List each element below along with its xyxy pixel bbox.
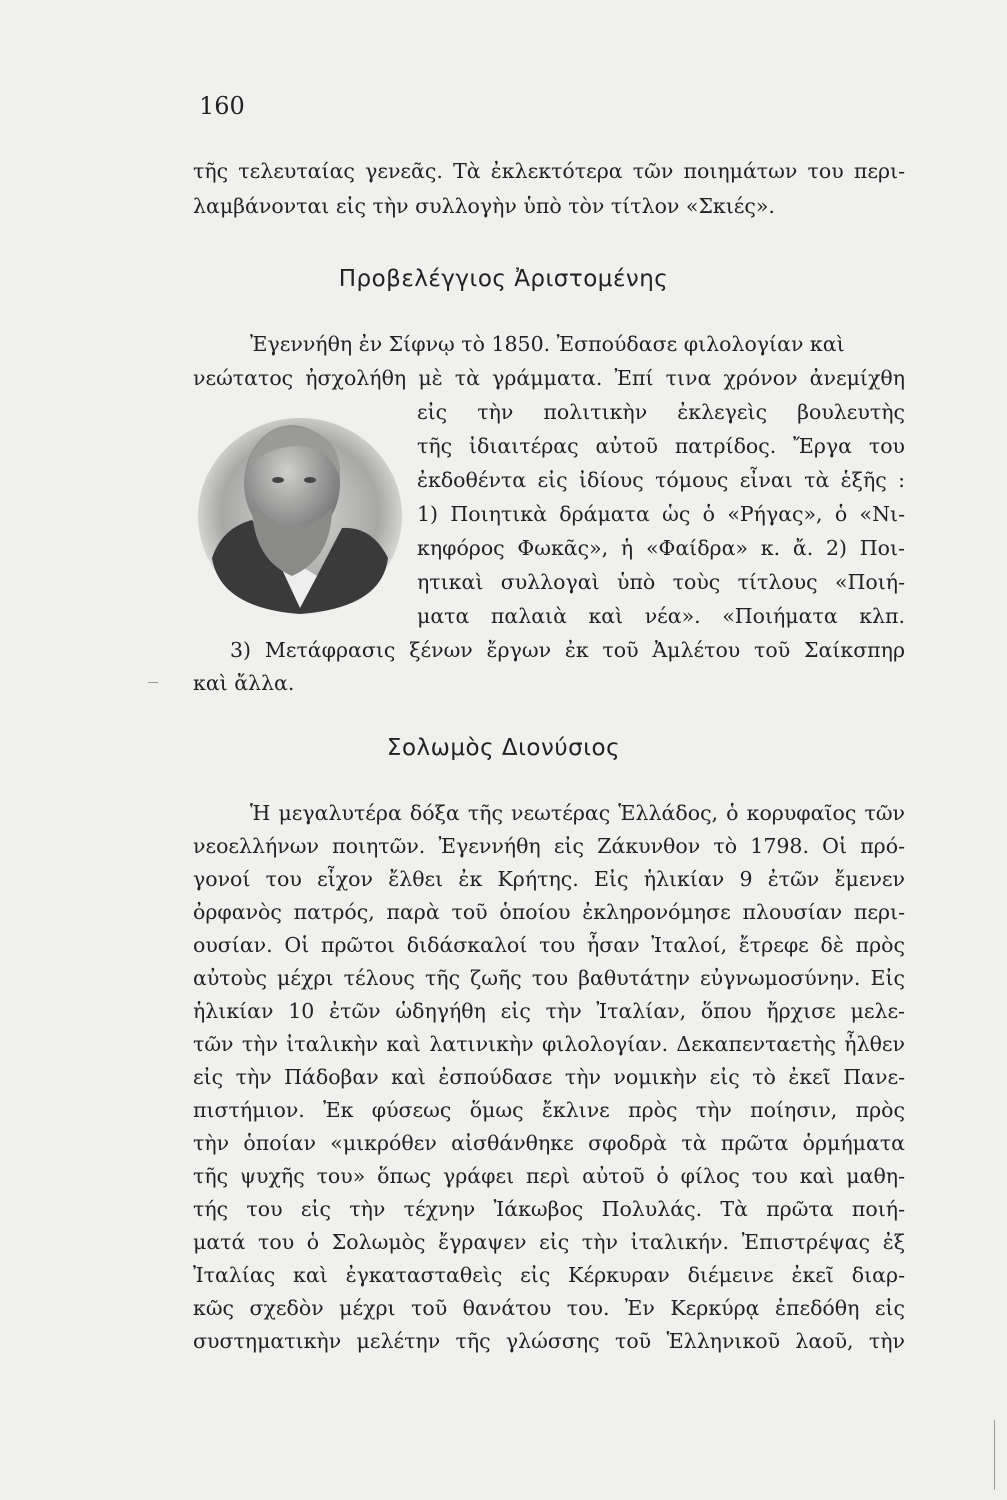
text-line: ματα παλαιὰ καὶ νέα». «Ποιήματα κλπ. xyxy=(417,604,905,628)
text-line: τής του εἰς τὴν τέχνην Ἰάκωβος Πολυλάς. Τὰ πρῶτα ποιή- xyxy=(193,1197,905,1221)
text-line: ἐκδοθέντα εἰς ἰδίους τόμους εἶναι τὰ ἑξῆς : xyxy=(417,468,905,492)
section-heading-solomos: Σολωμὸς Διονύσιος xyxy=(386,735,621,761)
text-line: ουσίαν. Οἱ πρῶτοι διδάσκαλοί του ἦσαν Ἰταλοί, ἔτρεφε δὲ πρὸς xyxy=(193,933,905,957)
text-line: ματά του ὁ Σολωμὸς ἔγραψεν εἰς τὴν ἰταλικήν. Ἐπιστρέψας ἐξ xyxy=(193,1230,905,1254)
text-line: τῆς ψυχῆς του» ὅπως γράφει περὶ αὐτοῦ ὁ φίλος του καὶ μαθη- xyxy=(193,1164,905,1188)
text-line: εἰς τὴν πολιτικὴν ἐκλεγεὶς βουλευτὴς xyxy=(417,400,905,424)
text-line: νεοελλήνων ποιητῶν. Ἐγεννήθη εἰς Ζάκυνθον τὸ 1798. Οἱ πρό- xyxy=(193,834,905,858)
text-line: εἰς τὴν Πάδοβαν καὶ ἐσπούδασε τὴν νομικὴν εἰς τὸ ἐκεῖ Πανε- xyxy=(193,1065,905,1089)
text-line: κηφόρος Φωκᾶς», ἡ «Φαίδρα» κ. ἄ. 2) Ποι- xyxy=(417,536,905,560)
text-line: τῆς ἰδιαιτέρας αὐτοῦ πατρίδος. Ἔργα του xyxy=(417,434,905,458)
text-line: τῆς τελευταίας γενεᾶς. Τὰ ἐκλεκτότερα τῶν ποιημάτων του περι- xyxy=(193,159,905,183)
text-line: κῶς σχεδὸν μέχρι τοῦ θανάτου του. Ἐν Κερκύρᾳ ἐπεδόθη εἰς xyxy=(193,1296,905,1320)
text-line: πιστήμιον. Ἐκ φύσεως ὅμως ἔκλινε πρὸς τὴν ποίησιν, πρὸς xyxy=(193,1098,905,1122)
page-number: 160 xyxy=(199,92,245,120)
text-line: Ἰταλίας καὶ ἐγκατασταθεὶς εἰς Κέρκυραν διέμεινε ἐκεῖ διαρ- xyxy=(193,1263,905,1287)
text-line: Ἡ μεγαλυτέρα δόξα τῆς νεωτέρας Ἑλλάδος, ὁ κορυφαῖος τῶν xyxy=(250,801,905,825)
text-line: 1) Ποιητικὰ δράματα ὡς ὁ «Ρήγας», ὁ «Νι- xyxy=(417,502,905,526)
text-line: ὀρφανὸς πατρός, παρὰ τοῦ ὁποίου ἐκληρονόμησε πλουσίαν περι- xyxy=(193,900,905,924)
text-line: 3) Μετάφρασις ξένων ἔργων ἐκ τοῦ Ἀμλέτου τοῦ Σαίκσπηρ xyxy=(230,638,905,662)
text-line: τὴν ὁποίαν «μικρόθεν αἰσθάνθηκε σφοδρὰ τὰ πρῶτα ὁρμήματα xyxy=(193,1131,905,1155)
text-line: ητικαὶ συλλογαὶ ὑπὸ τοὺς τίτλους «Ποιή- xyxy=(417,570,905,594)
text-line: νεώτατος ἠσχολήθη μὲ τὰ γράμματα. Ἐπί τινα χρόνον ἀνεμίχθη xyxy=(193,366,905,390)
portrait-image xyxy=(192,408,406,620)
text-line: συστηματικὴν μελέτην τῆς γλώσσης τοῦ Ἑλληνικοῦ λαοῦ, τὴν xyxy=(193,1329,905,1353)
text-line: αὐτοὺς μέχρι τέλους τῆς ζωῆς του βαθυτάτην εὐγνωμοσύνην. Εἰς xyxy=(193,966,905,990)
text-line: γονοί του εἶχον ἔλθει ἐκ Κρήτης. Εἰς ἡλικίαν 9 ἐτῶν ἔμενεν xyxy=(193,867,905,891)
text-line: τῶν τὴν ἰταλικὴν καὶ λατινικὴν φιλολογίαν. Δεκαπενταετὴς ἦλθεν xyxy=(193,1032,905,1056)
section-heading-provelengios: Προβελέγγιος Ἀριστομένης xyxy=(338,266,669,292)
text-line: λαμβάνονται εἰς τὴν συλλογὴν ὑπὸ τὸν τίτλον «Σκιές». xyxy=(193,194,775,218)
page-edge-mark xyxy=(994,1420,995,1490)
text-line: καὶ ἄλλα. xyxy=(193,671,295,695)
text-line: ἡλικίαν 10 ἐτῶν ὡδηγήθη εἰς τὴν Ἰταλίαν, ὅπου ἤρχισε μελε- xyxy=(193,999,905,1023)
margin-mark xyxy=(148,682,158,683)
text-line: Ἐγεννήθη ἐν Σίφνῳ τὸ 1850. Ἐσπούδασε φιλολογίαν καὶ xyxy=(250,332,845,356)
